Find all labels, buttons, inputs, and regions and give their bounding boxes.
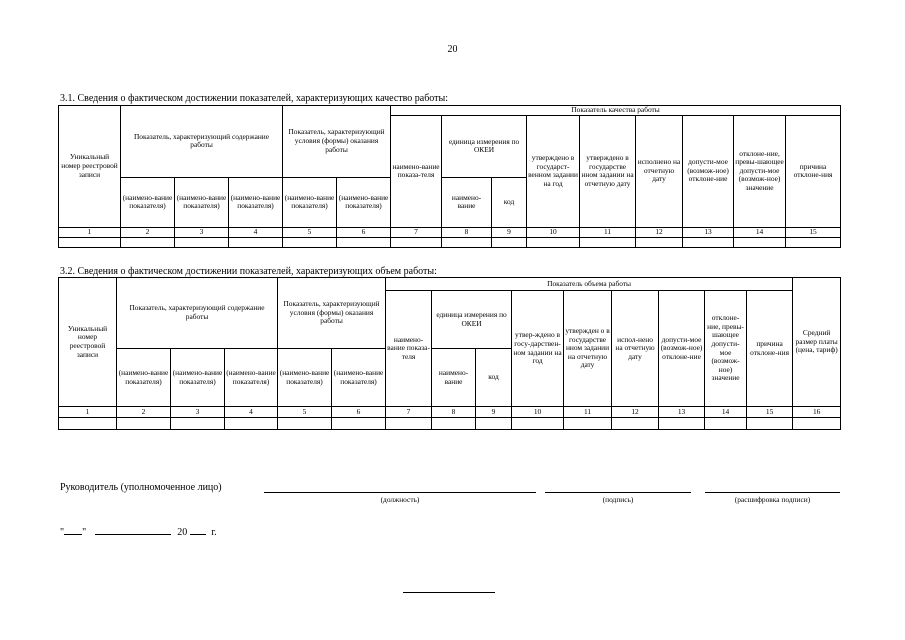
- header-sub-name: (наимено-вание показателя): [278, 349, 332, 407]
- header-approved-year: утверждено в государст-венном задании на год: [527, 115, 580, 227]
- year-suffix: г.: [211, 527, 217, 538]
- page-number: 20: [447, 44, 458, 55]
- header-sub-name: (наимено-вание показателя): [121, 177, 175, 227]
- column-number: 15: [786, 227, 841, 237]
- header-indicator-name: наимено-вание показа-теля: [386, 291, 432, 407]
- column-number: 10: [527, 227, 580, 237]
- header-executed: исполнено на отчетную дату: [636, 115, 683, 227]
- header-indicator-group: Показатель качества работы: [391, 106, 841, 116]
- column-number: 1: [59, 407, 117, 418]
- header-sub-name: (наимено-вание показателя): [337, 177, 391, 227]
- signature-label: Руководитель (уполномоченное лицо): [60, 482, 222, 493]
- volume-table: [58, 277, 841, 430]
- header-exceeding-deviation: отклоне-ние, превы-шающее допусти-мое (возмож-ное) значение: [734, 115, 786, 227]
- date-row: [60, 525, 217, 538]
- column-number: 4: [229, 227, 283, 237]
- header-sub-name: (наимено-вание показателя): [283, 177, 337, 227]
- header-sub-name: (наимено-вание показателя): [171, 349, 225, 407]
- header-unique-number: Уникальный номер реестровой записи: [59, 278, 117, 407]
- column-number: 5: [283, 227, 337, 237]
- header-unique-number: Уникальный номер реестровой записи: [59, 106, 121, 228]
- header-sub-name: (наимено-вание показателя): [229, 177, 283, 227]
- position-line[interactable]: [264, 492, 536, 493]
- year-prefix: 20: [177, 527, 188, 538]
- header-sub-name: (наимено-вание показателя): [332, 349, 386, 407]
- column-number: 3: [175, 227, 229, 237]
- column-number: 11: [564, 407, 612, 418]
- column-number: 13: [683, 227, 734, 237]
- column-number-row: [59, 227, 841, 237]
- header-conditions: Показатель, характеризующий условия (формы) оказания работы: [283, 106, 391, 178]
- empty-data-row: [59, 418, 841, 430]
- column-number: 11: [580, 227, 636, 237]
- signature-line[interactable]: [545, 492, 691, 493]
- column-number: 1: [59, 227, 121, 237]
- column-number: 13: [659, 407, 705, 418]
- header-unit-code: код: [492, 177, 527, 227]
- quality-table: [58, 105, 841, 248]
- signature-caption: (подпись): [602, 495, 634, 504]
- header-conditions: Показатель, характеризующий условия (формы) оказания работы: [278, 278, 386, 349]
- column-number: 7: [386, 407, 432, 418]
- column-number: 15: [747, 407, 793, 418]
- column-number: 9: [476, 407, 512, 418]
- header-unit-name: наимено-вание: [432, 349, 476, 407]
- year-blank[interactable]: [190, 525, 206, 535]
- column-number: 6: [332, 407, 386, 418]
- column-number: 3: [171, 407, 225, 418]
- section-title-volume: 3.2. Сведения о фактическом достижении показателей, характеризующих объем работы:: [60, 266, 437, 277]
- header-reason: причина отклоне-ния: [786, 115, 841, 227]
- header-unit: единица измерения по ОКЕИ: [442, 115, 527, 177]
- header-sub-name: (наимено-вание показателя): [225, 349, 278, 407]
- empty-data-row: [59, 237, 841, 247]
- header-reason: причина отклоне-ния: [747, 291, 793, 407]
- header-allowed-deviation: допусти-мое (возмож-ное) отклоне-ние: [659, 291, 705, 407]
- header-content: Показатель, характеризующий содержание работы: [121, 106, 283, 178]
- decode-line[interactable]: [705, 492, 840, 493]
- column-number: 8: [442, 227, 492, 237]
- column-number: 4: [225, 407, 278, 418]
- header-unit-code: код: [476, 349, 512, 407]
- header-approved-date: утвержден о в государстве нном задании на отчетную дату: [564, 291, 612, 407]
- header-sub-name: (наимено-вание показателя): [117, 349, 171, 407]
- column-number: 8: [432, 407, 476, 418]
- position-caption: (должность): [380, 495, 420, 504]
- day-blank[interactable]: [64, 525, 82, 535]
- header-executed: испол-нено на отчетную дату: [612, 291, 659, 407]
- header-indicator-group: Показатель объема работы: [386, 278, 793, 291]
- column-number: 5: [278, 407, 332, 418]
- quote-open: ": [60, 527, 65, 538]
- header-average-fee: Средний размер платы (цена, тариф): [793, 278, 841, 407]
- header-exceeding-deviation: отклоне-ние, превы-шающее допусти-мое (возмож-ное) значение: [705, 291, 747, 407]
- decode-caption: (расшифровка подписи): [734, 495, 811, 504]
- column-number: 12: [636, 227, 683, 237]
- month-blank[interactable]: [95, 525, 171, 535]
- quote-close: ": [82, 527, 87, 538]
- column-number: 2: [121, 227, 175, 237]
- header-approved-date: утверждено в государстве нном задании на отчетную дату: [580, 115, 636, 227]
- column-number: 7: [391, 227, 442, 237]
- header-unit: единица измерения по ОКЕИ: [432, 291, 512, 349]
- header-unit-name: наимено-вание: [442, 177, 492, 227]
- column-number: 14: [705, 407, 747, 418]
- column-number: 12: [612, 407, 659, 418]
- column-number: 10: [512, 407, 564, 418]
- column-number: 6: [337, 227, 391, 237]
- column-number-row: [59, 407, 841, 418]
- column-number: 2: [117, 407, 171, 418]
- header-indicator-name: наимено-вание показа-теля: [391, 115, 442, 227]
- column-number: 16: [793, 407, 841, 418]
- header-approved-year: утвер-ждено в госу-дарствен-ном задании на год: [512, 291, 564, 407]
- header-sub-name: (наимено-вание показателя): [175, 177, 229, 227]
- header-content: Показатель, характеризующий содержание работы: [117, 278, 278, 349]
- header-allowed-deviation: допусти-мое (возмож-ное) отклоне-ние: [683, 115, 734, 227]
- column-number: 9: [492, 227, 527, 237]
- column-number: 14: [734, 227, 786, 237]
- section-title-quality: 3.1. Сведения о фактическом достижении показателей, характеризующих качество работы:: [60, 93, 449, 104]
- footnote-separator: [403, 592, 495, 593]
